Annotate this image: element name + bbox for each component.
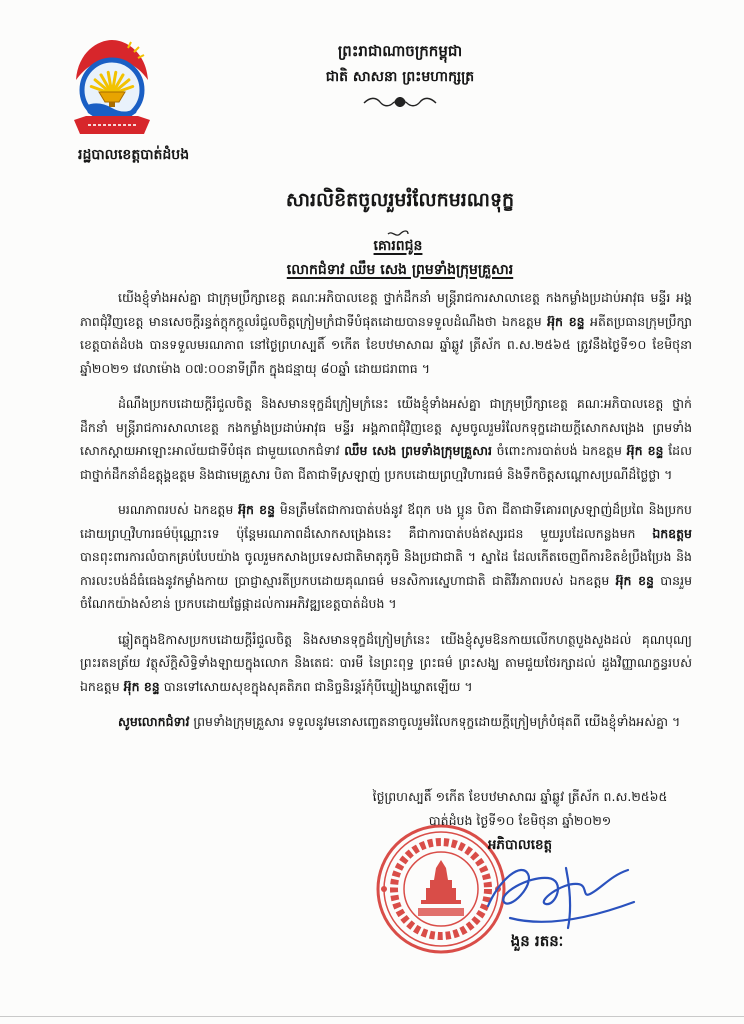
- paragraph-text: បានរួមចំណែកយ៉ាងសំខាន់ ប្រកបដោយផ្លែផ្កាដល់ការអភិវឌ្ឍខេត្តបាត់ដំបង ។: [80, 572, 693, 611]
- paragraph-text: បានទៅសោយសុខក្នុងសុគតិភព ជានិច្ចនិរន្តរ៍កុំបីឃ្លៀងឃ្លាតឡើយ ។: [159, 678, 473, 694]
- paragraph-text: បានពុះពារការលំបាកគ្រប់បែបយ៉ាង ចូលរួមកសាងប្រទេសជាតិមាតុភូមិ និងប្រជាជាតិ ។ ស្នាដៃ ដែលកើតចេញពីការខិតខំប្រឹងប្រែង និងការលះបង់ដ៏ធំធេងនូវកម្លាំងកាយ ប្រាជ្ញាស្មារតីប្រកបដោយគុណធម៌ មនសិការស្នេហាជាតិ ជាតិវីរភាពរបស់ ឯកឧត្តម: [80, 549, 692, 588]
- provincial-emblem-icon: [68, 36, 156, 140]
- handwritten-signature-icon: [470, 848, 640, 940]
- body-paragraph-1: [80, 286, 692, 380]
- letter-title: សារលិខិតចូលរួមរំលែកមរណទុក្ខ: [285, 189, 515, 211]
- emphasized-text: សូមលោកជំទាវ: [118, 714, 190, 729]
- paragraph-text: មិនត្រឹមតែជាការបាត់បង់នូវ ឪពុក បង ប្អូន បិតា ជីតាជាទីគោរពស្រឡាញ់ដ៏ប្រពៃ និងប្រកបដោយព្រហ្មវិហារធម៌ប៉ុណ្ណោះទេ ប៉ុន្តែមរណភាពដ៏សោកសង្រេងនេះ គឺជាការបាត់បង់ឥស្សរជន មួយរូបដែលកន្លងមក: [80, 502, 692, 541]
- signer-name: ងួន រតនៈ: [510, 932, 564, 950]
- national-motto: ជាតិ សាសនា ព្រះមហាក្សត្រ: [325, 69, 475, 85]
- paragraph-text: យើងខ្ញុំទាំងអស់គ្នា ជាក្រុមប្រឹក្សាខេត្ត គណៈអភិបាលខេត្ត ថ្នាក់ដឹកនាំ មន្ត្រីរាជការសាលាខេត្ត កងកម្លាំងប្រដាប់អាវុធ មន្ទីរ អង្គភាពជុំវិញខេត្ត មានសេចក្តីរន្ធត់ក្តុកក្តួលរំជួលចិត្តក្រៀមក្រំជាទីបំផុតដោយបានទទួលដំណឹងថា ឯកឧត្តម: [80, 290, 692, 329]
- recipient-text: លោកជំទាវ ឈឹម សេង ព្រមទាំងក្រុមគ្រួសារ: [286, 262, 514, 278]
- recipient: [200, 258, 600, 282]
- title-ornament-icon: [386, 224, 410, 234]
- paragraph-text: អតីតប្រធានក្រុមប្រឹក្សាខេត្តបាត់ដំបង បានទទួលមរណភាព នៅថ្ងៃព្រហស្បតិ៍ ១កើត ខែបឋមាសាឍ ឆ្នាំឆ្លូវ ត្រីស័ក ព.ស.២៥៦៥ ត្រូវនឹងថ្ងៃទី១០ ខែមិថុនា ឆ្នាំ២០២១ វេលាម៉ោង ០៧:០០នាទីព្រឹក ក្នុងជន្មាយុ ៨០ឆ្នាំ ដោយជរាពាធ ។: [80, 313, 693, 376]
- body-paragraph-4: [80, 628, 692, 699]
- paragraph-text: ព្រមទាំងក្រុមគ្រួសារ ទទួលនូវមនោសញ្ចេតនាចូលរួមរំលែកទុក្ខដោយក្តីក្រៀមក្រំបំផុតពី យើងខ្ញុំទាំងអស់គ្នា ។: [189, 714, 681, 729]
- khmer-ornament-icon: [362, 94, 438, 108]
- kingdom-heading: ព្រះរាជាណាចក្រកម្ពុជា: [337, 42, 463, 60]
- letter-body: [80, 286, 692, 746]
- emphasized-text: ឯកឧត្តម: [652, 525, 692, 541]
- lunar-date: ថ្ងៃព្រហស្បតិ៍ ១កើត ខែបឋមាសាឍ ឆ្នាំឆ្លូវ ត្រីស័ក ព.ស.២៥៦៥: [372, 789, 668, 804]
- paragraph-text: ដំណឹងប្រកបដោយក្តីរំជួលចិត្ត និងសមានទុក្ខដ៏ក្រៀមក្រំនេះ យើងខ្ញុំទាំងអស់គ្នា ជាក្រុមប្រឹក្សាខេត្ត គណៈអភិបាលខេត្ត ថ្នាក់ដឹកនាំ មន្ត្រីរាជការសាលាខេត្ត កងកម្លាំងប្រដាប់អាវុធ មន្ទីរ អង្គភាពជុំវិញខេត្ត សូមចូលរួមរំលែកទុក្ខដោយក្តីសោកសង្រេង ព្រមទាំងសោកស្តាយអាឡោះអាល័យជាទីបំផុត ជាមួយលោកជំទាវ: [80, 396, 692, 458]
- emphasized-text: ឈឹម សេង ព្រមទាំងក្រុមគ្រួសារ: [344, 443, 492, 458]
- place-and-date: បាត់ដំបង ថ្ងៃទី១០ ខែមិថុនា ឆ្នាំ២០២១: [428, 813, 612, 828]
- paragraph-text: មរណភាពរបស់ ឯកឧត្តម: [118, 502, 239, 517]
- emphasized-text: អ៊ុក ខន្ទ: [615, 572, 654, 588]
- body-paragraph-3: [80, 498, 692, 616]
- body-paragraph-5: [80, 710, 692, 734]
- scan-edge-line: [0, 1016, 744, 1017]
- salutation-text: គោរពជូន: [373, 238, 423, 254]
- paragraph-text: ឆ្លៀតក្នុងឱកាសប្រកបដោយក្តីរំជួលចិត្ត និងសមានទុក្ខដ៏ក្រៀមក្រំនេះ យើងខ្ញុំសូមឱនកាយលើកហត្ថបួងសួងដល់ គុណបុណ្យព្រះរតនត្រ័យ វត្ថុស័ក្តិសិទ្ធិទាំងឡាយក្នុងលោក និងតេជៈ បារមី នៃព្រះពុទ្ធ ព្រះធម៌ ព្រះសង្ឃ តាមជួយថែរក្សាដល់ ដួងវិញ្ញាណក្ខន្ធរបស់ ឯកឧត្តម: [80, 631, 692, 694]
- emphasized-text: អ៊ុក ខន្ទ: [547, 313, 585, 329]
- body-paragraph-2: [80, 392, 692, 486]
- emphasized-text: អ៊ុក ខន្ទ: [123, 678, 160, 694]
- paragraph-text: ដែលជាថ្នាក់ដឹកនាំដ៏ឧត្តុង្គឧត្តម និងជាមេគ្រួសារ បិតា ជីតាជាទីស្រឡាញ់ ប្រកបដោយព្រហ្មវិហារធម៌ និងទឹកចិត្តសណ្តោសប្រណីដ៏ថ្លៃថ្លា ។: [80, 443, 693, 482]
- salutation: [250, 234, 546, 258]
- emphasized-text: អ៊ុក ខន្ទ: [626, 443, 664, 458]
- emphasized-text: អ៊ុក ខន្ទ: [238, 502, 276, 517]
- paragraph-text: ចំពោះការបាត់បង់ ឯកឧត្តម: [491, 443, 627, 458]
- issuing-office: រដ្ឋបាលខេត្តបាត់ដំបង: [78, 147, 190, 163]
- signer-position: អភិបាលខេត្ត: [487, 837, 553, 853]
